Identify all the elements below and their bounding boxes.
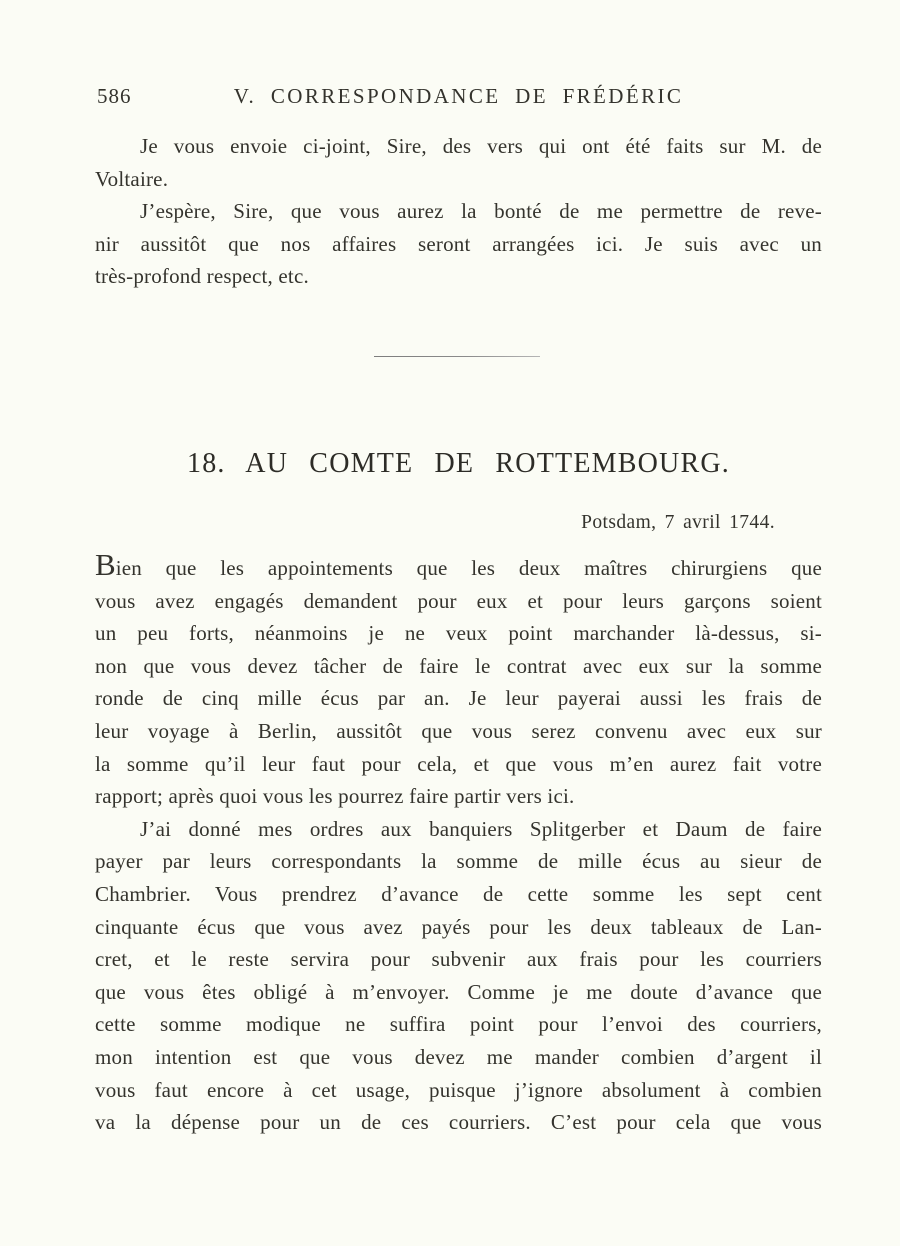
running-title: V. CORRESPONDANCE DE FRÉDÉRIC — [233, 84, 684, 108]
letter-body — [95, 547, 822, 1139]
text-line: cinquante écus que vous avez payés pour les deux tableaux de Lan- — [95, 914, 822, 939]
text-line: payer par leurs correspondants la somme de mille écus au sieur de — [95, 849, 822, 874]
text-line: vous faut encore à cet usage, puisque j’ignore absolument à combien — [95, 1077, 822, 1102]
text-line: très-profond respect, etc. — [95, 264, 309, 289]
letter-dateline: Potsdam, 7 avril 1744. — [581, 512, 775, 533]
text-line: ronde de cinq mille écus par an. Je leur payerai aussi les frais de — [95, 686, 822, 711]
text-line: cret, et le reste servira pour subvenir aux frais pour les courriers — [95, 947, 822, 972]
text-line: J’ai donné mes ordres aux banquiers Splitgerber et Daum de faire — [140, 816, 822, 841]
text-line: Chambrier. Vous prendrez d’avance de cette somme les sept cent — [95, 881, 822, 906]
text-line: mon intention est que vous devez me mander combien d’argent il — [95, 1044, 822, 1069]
section-divider — [374, 356, 540, 357]
text-line: Voltaire. — [95, 166, 169, 191]
running-head — [95, 84, 822, 110]
page-number: 586 — [97, 84, 132, 108]
text-line: leur voyage à Berlin, aussitôt que vous serez convenu avec eux sur — [95, 718, 822, 743]
text-line: J’espère, Sire, que vous aurez la bonté de me permettre de reve- — [140, 199, 822, 224]
letter-heading: 18. AU COMTE DE ROTTEMBOURG. — [187, 448, 730, 479]
text-line: la somme qu’il leur faut pour cela, et que vous m’en aurez fait votre — [95, 751, 822, 776]
intro-paragraphs — [95, 130, 822, 293]
text-line: cette somme modique ne suffira point pour l’envoi des courriers, — [95, 1012, 822, 1037]
text-line: non que vous devez tâcher de faire le contrat avec eux sur la somme — [95, 653, 822, 678]
text-line: rapport; après quoi vous les pourrez faire partir vers ici. — [95, 784, 575, 809]
text-line: va la dépense pour un de ces courriers. C’est pour cela que vous — [95, 1110, 822, 1135]
text-line: que vous êtes obligé à m’envoyer. Comme je me doute d’avance que — [95, 979, 822, 1004]
text-line: un peu forts, néanmoins je ne veux point marchander là-dessus, si- — [95, 621, 822, 646]
drop-cap: B — [95, 547, 116, 582]
text-line: Je vous envoie ci-joint, Sire, des vers qui ont été faits sur M. de — [140, 134, 822, 158]
text-line: nir aussitôt que nos affaires seront arrangées ici. Je suis avec un — [95, 231, 822, 256]
text-line-rest: ien que les appointements que les deux maîtres chirurgiens que — [115, 556, 822, 580]
text-line — [95, 547, 822, 585]
text-line: vous avez engagés demandent pour eux et pour leurs garçons soient — [95, 588, 822, 613]
